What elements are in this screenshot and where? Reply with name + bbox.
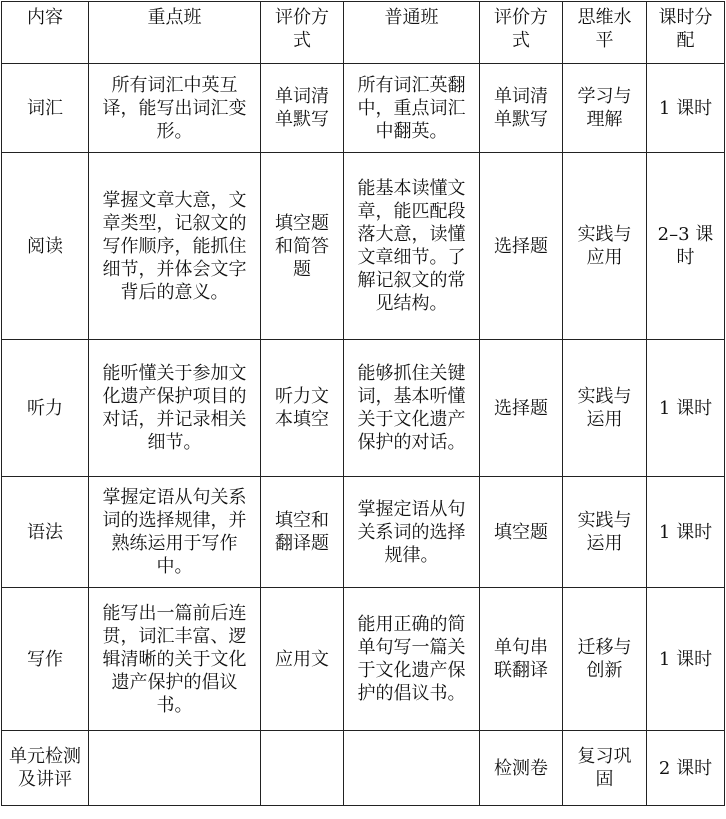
header-thinking-level: 思维水平 (563, 2, 647, 64)
cell-key-eval: 填空和翻译题 (261, 477, 344, 588)
cell-thinking-level: 实践与应用 (563, 153, 647, 340)
header-hours: 课时分配 (647, 2, 725, 64)
table-row (2, 731, 725, 806)
cell-key-class: 能听懂关于参加文化遗产保护项目的对话，并记录相关细节。 (89, 340, 261, 477)
cell-regular-class: 能基本读懂文章，能匹配段落大意，读懂文章细节。了解记叙文的常见结构。 (344, 153, 480, 340)
cell-regular-class (344, 731, 480, 806)
cell-key-class: 掌握文章大意，文章类型，记叙文的写作顺序，能抓住细节，并体会文字背后的意义。 (89, 153, 261, 340)
cell-thinking-level: 学习与理解 (563, 64, 647, 153)
cell-regular-eval: 单词清单默写 (480, 64, 563, 153)
cell-content: 听力 (2, 340, 89, 477)
cell-regular-eval: 单句串联翻译 (480, 588, 563, 731)
lesson-plan-table (1, 1, 725, 806)
cell-thinking-level: 迁移与创新 (563, 588, 647, 731)
cell-content: 阅读 (2, 153, 89, 340)
cell-content: 语法 (2, 477, 89, 588)
cell-regular-eval: 选择题 (480, 340, 563, 477)
cell-key-eval: 应用文 (261, 588, 344, 731)
header-key-eval: 评价方式 (261, 2, 344, 64)
cell-regular-class: 掌握定语从句关系词的选择规律。 (344, 477, 480, 588)
cell-thinking-level: 实践与运用 (563, 477, 647, 588)
cell-hours: 2–3 课时 (647, 153, 725, 340)
table-row (2, 64, 725, 153)
table-row (2, 477, 725, 588)
header-regular-class: 普通班 (344, 2, 480, 64)
table-row (2, 588, 725, 731)
cell-key-class: 掌握定语从句关系词的选择规律，并熟练运用于写作中。 (89, 477, 261, 588)
cell-thinking-level: 复习巩固 (563, 731, 647, 806)
cell-key-eval: 单词清单默写 (261, 64, 344, 153)
cell-key-eval: 听力文本填空 (261, 340, 344, 477)
cell-hours: 1 课时 (647, 588, 725, 731)
cell-key-eval (261, 731, 344, 806)
cell-content: 单元检测及讲评 (2, 731, 89, 806)
cell-regular-eval: 检测卷 (480, 731, 563, 806)
cell-content: 词汇 (2, 64, 89, 153)
table-row (2, 153, 725, 340)
cell-regular-eval: 填空题 (480, 477, 563, 588)
cell-hours: 1 课时 (647, 477, 725, 588)
cell-key-class (89, 731, 261, 806)
cell-key-class: 所有词汇中英互译，能写出词汇变形。 (89, 64, 261, 153)
cell-regular-eval: 选择题 (480, 153, 563, 340)
cell-regular-class: 能用正确的简单句写一篇关于文化遗产保护的倡议书。 (344, 588, 480, 731)
header-content: 内容 (2, 2, 89, 64)
cell-thinking-level: 实践与运用 (563, 340, 647, 477)
header-key-class: 重点班 (89, 2, 261, 64)
cell-regular-class: 所有词汇英翻中，重点词汇中翻英。 (344, 64, 480, 153)
header-row (2, 2, 725, 64)
cell-key-class: 能写出一篇前后连贯，词汇丰富、逻辑清晰的关于文化遗产保护的倡议书。 (89, 588, 261, 731)
cell-hours: 2 课时 (647, 731, 725, 806)
cell-regular-class: 能够抓住关键词，基本听懂关于文化遗产保护的对话。 (344, 340, 480, 477)
header-regular-eval: 评价方式 (480, 2, 563, 64)
table-row (2, 340, 725, 477)
cell-hours: 1 课时 (647, 64, 725, 153)
cell-content: 写作 (2, 588, 89, 731)
cell-key-eval: 填空题和简答题 (261, 153, 344, 340)
cell-hours: 1 课时 (647, 340, 725, 477)
